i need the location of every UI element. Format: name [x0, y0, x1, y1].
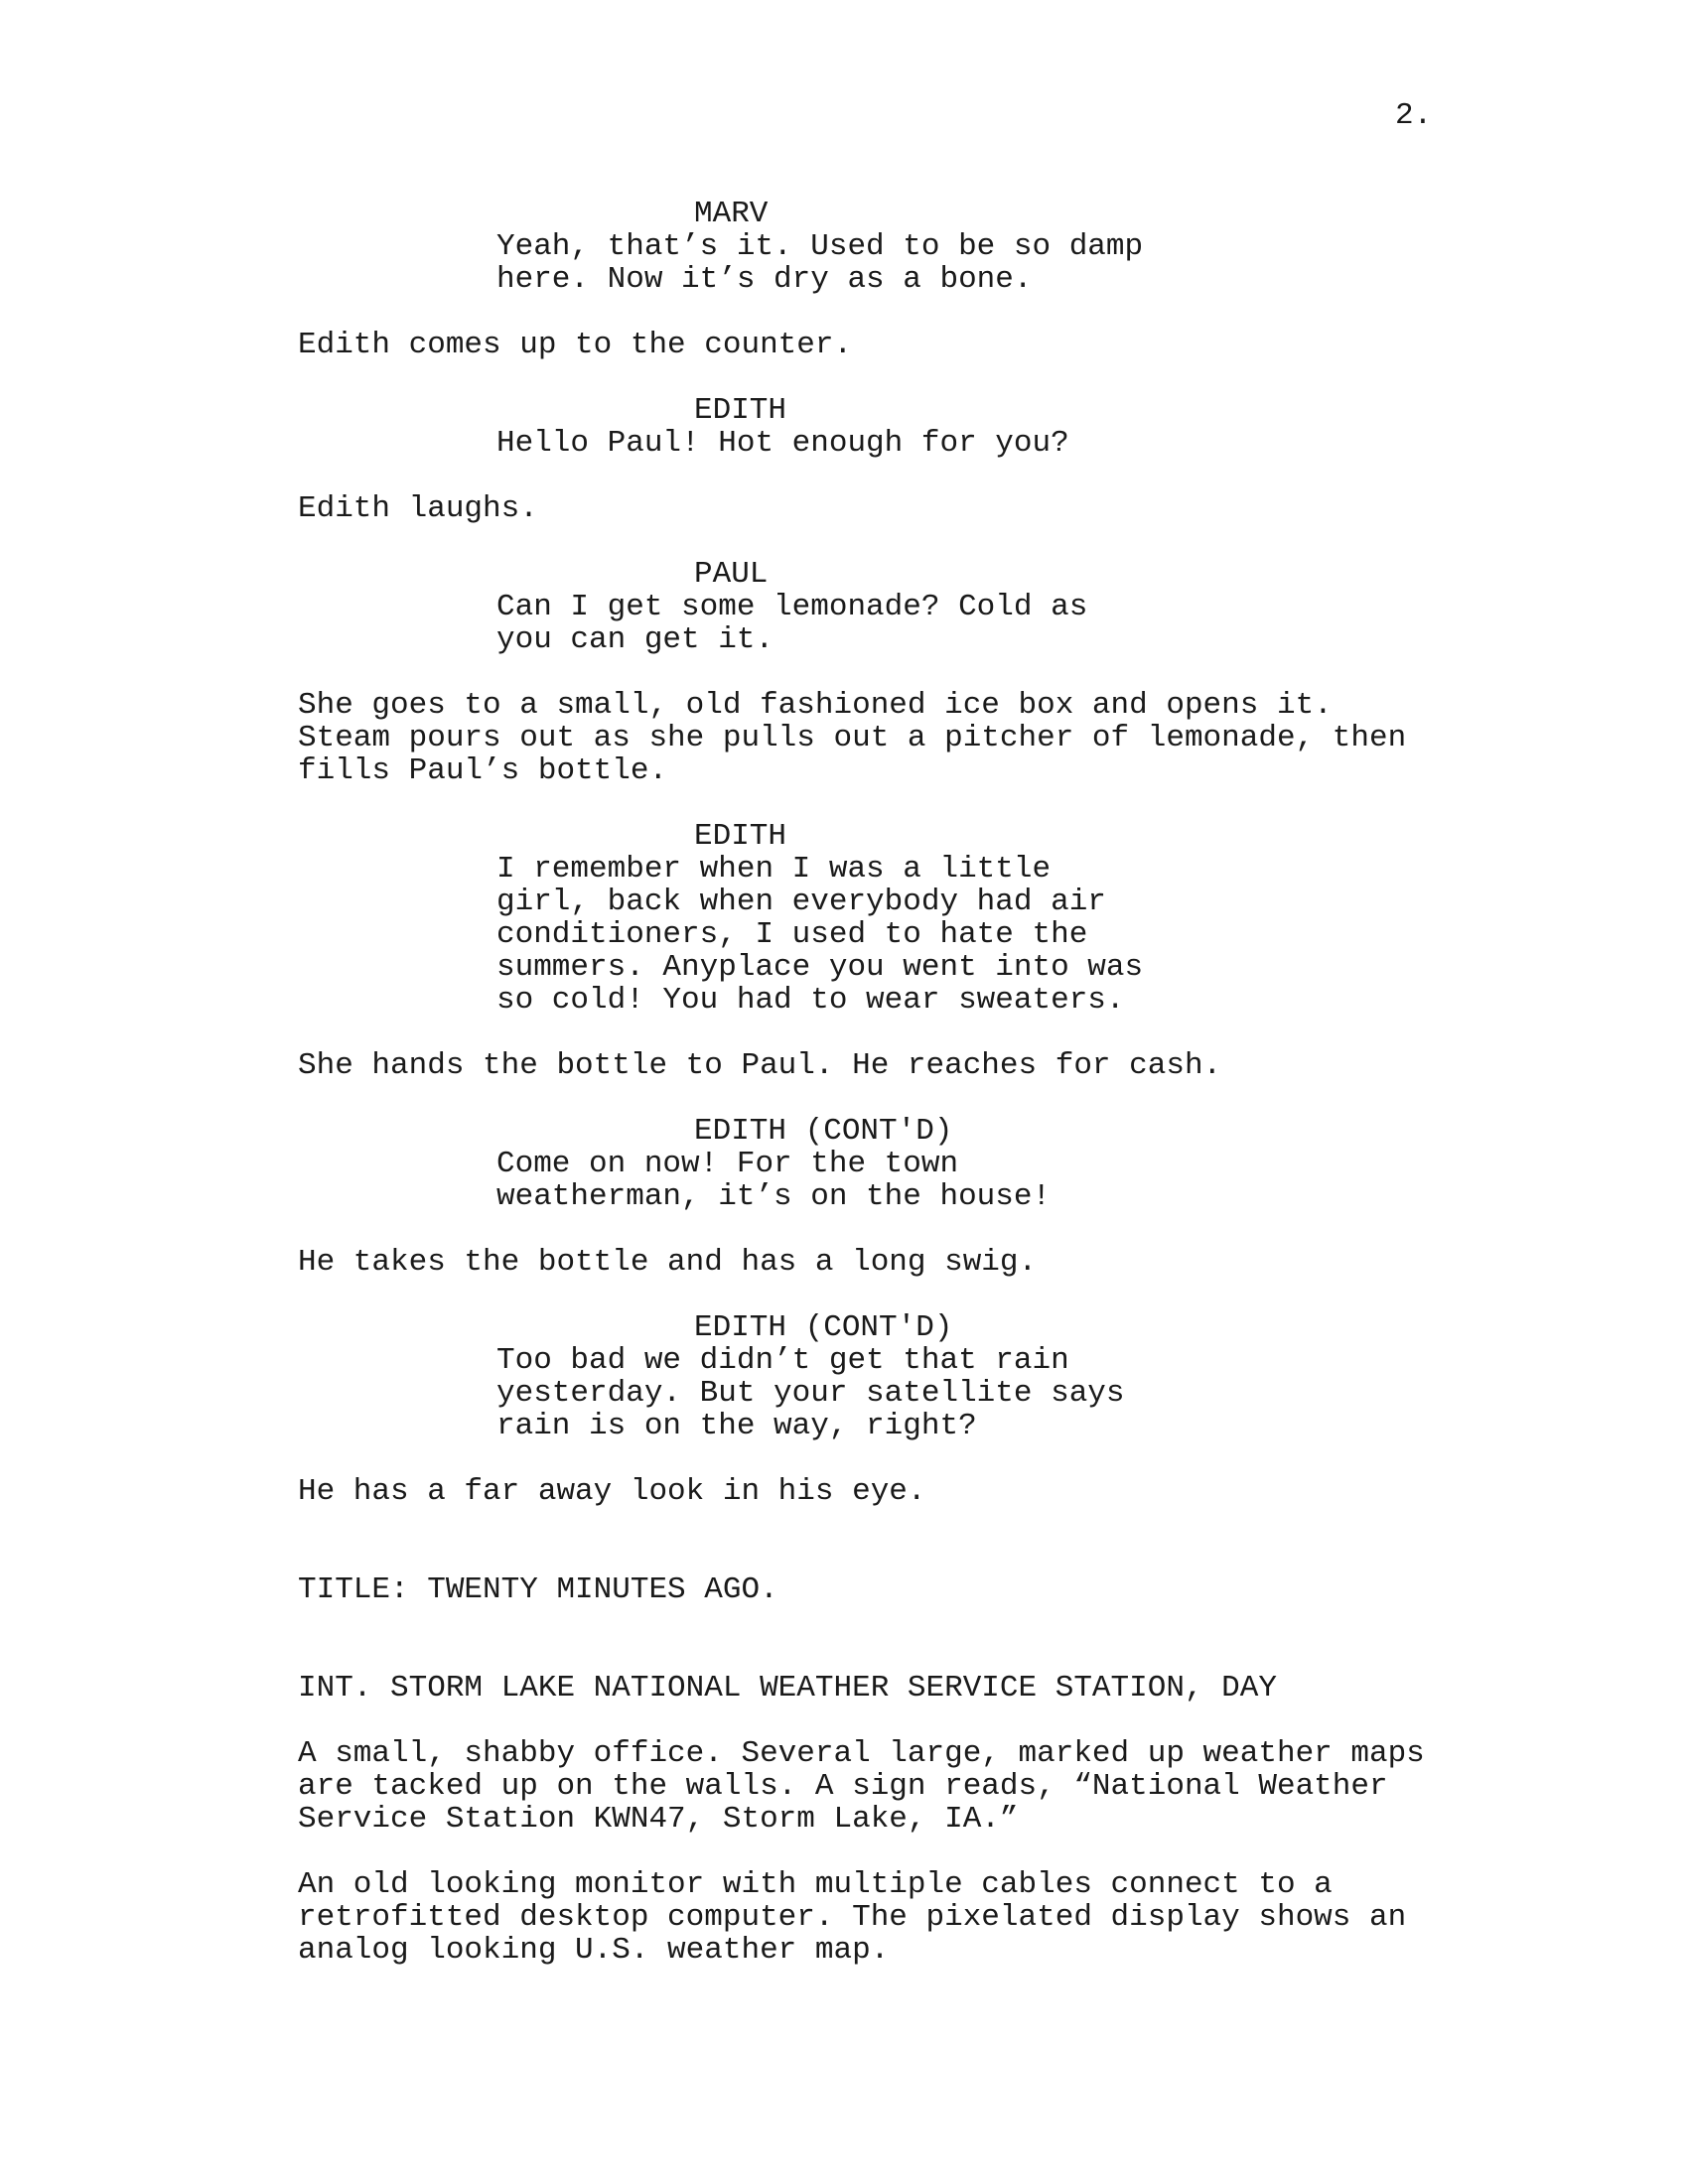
spacer — [298, 1442, 1489, 1475]
scene-heading: INT. STORM LAKE NATIONAL WEATHER SERVICE STATION, DAY — [298, 1671, 1277, 1706]
spacer — [298, 1606, 1489, 1672]
dialogue: I remember when I was a little girl, back when everybody had air conditioners, I used to hate the summers. Anyplace you went into was so cold! You had to wear sweaters. — [496, 852, 1144, 1018]
spacer — [298, 1508, 1489, 1573]
dialogue: Can I get some lemonade? Cold as you can get it. — [496, 590, 1088, 657]
character-name: EDITH — [694, 819, 787, 854]
spacer — [298, 1017, 1489, 1049]
spacer — [298, 1705, 1489, 1737]
spacer — [298, 787, 1489, 820]
dialogue: Hello Paul! Hot enough for you? — [496, 426, 1069, 461]
spacer — [298, 361, 1489, 394]
action-line: Edith laughs. — [298, 491, 538, 526]
character-name: EDITH (CONT'D) — [694, 1114, 953, 1149]
spacer — [298, 1082, 1489, 1115]
spacer — [298, 1279, 1489, 1311]
action-line: She goes to a small, old fashioned ice box and opens it. Steam pours out as she pulls out a pitcher of lemonade, then fills Paul’s bottle. — [298, 688, 1407, 788]
dialogue: Yeah, that’s it. Used to be so damp here. Now it’s dry as a bone. — [496, 229, 1144, 297]
screenplay-body — [298, 198, 1489, 1967]
spacer — [298, 1836, 1489, 1868]
action-line: He has a far away look in his eye. — [298, 1474, 926, 1509]
spacer — [298, 525, 1489, 558]
character-name: EDITH (CONT'D) — [694, 1310, 953, 1345]
spacer — [298, 1213, 1489, 1246]
action-line: She hands the bottle to Paul. He reaches for cash. — [298, 1048, 1222, 1083]
dialogue: Too bad we didn’t get that rain yesterday. But your satellite says rain is on the way, right? — [496, 1343, 1125, 1443]
spacer — [298, 296, 1489, 329]
dialogue: Come on now! For the town weatherman, it’s on the house! — [496, 1147, 1052, 1214]
action-line: He takes the bottle and has a long swig. — [298, 1245, 1038, 1280]
character-name: EDITH — [694, 393, 787, 428]
spacer — [298, 656, 1489, 689]
character-name: MARV — [694, 197, 769, 231]
title-card: TITLE: TWENTY MINUTES AGO. — [298, 1572, 778, 1607]
action-line: Edith comes up to the counter. — [298, 328, 853, 362]
action-line: A small, shabby office. Several large, marked up weather maps are tacked up on the walls. A sign reads, “National Weather Service Station KWN47, Storm Lake, IA.” — [298, 1736, 1425, 1837]
character-name: PAUL — [694, 557, 769, 592]
page-number: 2. — [1395, 98, 1433, 133]
action-line: An old looking monitor with multiple cables connect to a retrofitted desktop computer. The pixelated display shows an analog looking U.S. weather map. — [298, 1867, 1407, 1968]
spacer — [298, 460, 1489, 492]
